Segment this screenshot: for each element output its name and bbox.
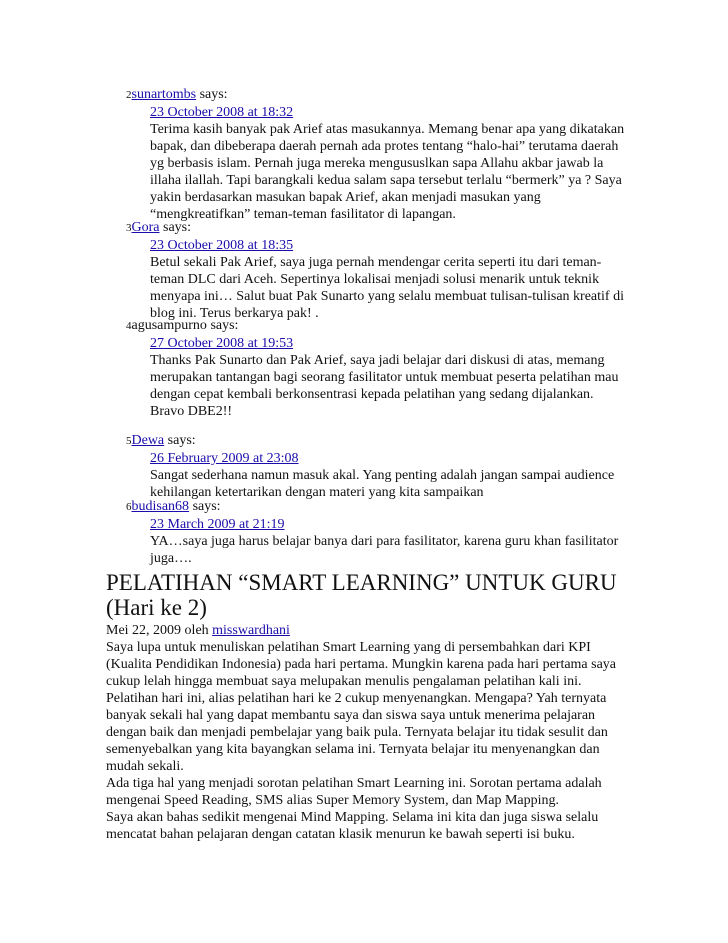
- comment-body: YA…saya juga harus belajar banya dari para fasilitator, karena guru khan fasilitator juga….: [150, 534, 619, 566]
- comment-date-link[interactable]: 23 March 2009 at 21:19: [150, 517, 285, 532]
- comment-says: says:: [192, 499, 221, 514]
- comment-body-extra: Bravo DBE2!!: [150, 404, 233, 419]
- comment-number: 3: [126, 222, 132, 234]
- post-byline: [106, 622, 626, 639]
- blog-post: [106, 570, 626, 843]
- comment-date-link[interactable]: 27 October 2008 at 19:53: [150, 336, 294, 351]
- comment-author-link[interactable]: sunartombs: [131, 87, 197, 102]
- comment-item: [126, 219, 626, 322]
- comment-date-link[interactable]: 26 February 2009 at 23:08: [150, 451, 299, 466]
- comment-number: 6: [126, 501, 132, 513]
- comment-item: [126, 317, 626, 420]
- post-author-link[interactable]: misswardhani: [212, 623, 290, 638]
- comment-body: Sangat sederhana namun masuk akal. Yang penting adalah jangan sampai audience kehilangan ketertarikan dengan materi yang kita sampaikan: [150, 468, 615, 500]
- comment-item: [126, 432, 626, 501]
- post-paragraph: Saya lupa untuk menuliskan pelatihan Smart Learning yang di persembahkan dari KPI (Kualita Pendidikan Indonesia) pada hari pertama. Mungkin karena pada hari pertama saya cukup lelah hingga membuat saya melupakan menulis pengalaman pelatihan kali ini.: [106, 640, 617, 689]
- post-paragraph: Pelatihan hari ini, alias pelatihan hari ke 2 cukup menyenangkan. Mengapa? Yah ternyata banyak sekali hal yang dapat membantu saya dan siswa saya untuk menerima pelajaran dengan baik dan menjadi pembelajar yang baik pula. Ternyata belajar itu tidak sesulit dan semenyebalkan yang kita bayangkan selama ini. Ternyata belajar itu menyenangkan dan mudah sekali.: [106, 691, 608, 774]
- comment-number: 4: [126, 320, 132, 332]
- comment-date-link[interactable]: 23 October 2008 at 18:35: [150, 238, 294, 253]
- comment-author: agusampurno: [131, 318, 207, 333]
- comment-body: Thanks Pak Sunarto dan Pak Arief, saya jadi belajar dari diskusi di atas, memang merupakan tantangan bagi seorang fasilitator untuk membuat peserta pelatihan mau dengan cepat kembali berkonsentrasi kepada pelatihan yang sedang dijalankan.: [150, 353, 619, 402]
- comment-date-link[interactable]: 23 October 2008 at 18:32: [150, 105, 294, 120]
- comment-author-link[interactable]: Gora: [131, 220, 160, 235]
- comment-body: Terima kasih banyak pak Arief atas masukannya. Memang benar apa yang dikatakan bapak, dan dibeberapa daerah pernah ada protes tentang “halo-hai” terutama daerah yg berbasis islam. Pernah juga mereka mengususlkan sapa Allahu akbar jawab la illaha ilallah. Tapi barangkali kedua salam sapa tersebut terlalu “bermerk” ya ? Saya yakin berdasarkan masukan bapak Arief, akan menjadi masukan yang “mengkreatifkan” teman-teman fasilitator di lapangan.: [150, 122, 625, 222]
- post-paragraph: Ada tiga hal yang menjadi sorotan pelatihan Smart Learning ini. Sorotan pertama adalah mengenai Speed Reading, SMS alias Super Memory System, dan Map Mapping.: [106, 776, 602, 808]
- post-paragraph: Saya akan bahas sedikit mengenai Mind Mapping. Selama ini kita dan juga siswa selalu mencatat bahan pelajaran dengan catatan klasik menurun ke bawah seperti isi buku.: [106, 810, 599, 842]
- comment-number: 5: [126, 435, 132, 447]
- comment-author-link[interactable]: Dewa: [131, 433, 165, 448]
- comment-says: says:: [167, 433, 196, 448]
- comment-number: 2: [126, 89, 132, 101]
- comment-says: says:: [163, 220, 191, 235]
- comment-says: says:: [210, 318, 239, 333]
- post-title: PELATIHAN “SMART LEARNING” UNTUK GURU (Hari ke 2): [106, 570, 617, 620]
- comment-item: [126, 86, 626, 223]
- comment-author-link[interactable]: budisan68: [131, 499, 190, 514]
- comment-says: says:: [199, 87, 228, 102]
- post-date: Mei 22, 2009 oleh: [106, 623, 209, 638]
- comment-body: Betul sekali Pak Arief, saya juga pernah mendengar cerita seperti itu dari teman-teman DLC dari Aceh. Sepertinya lokalisai menjadi solusi menarik untuk teknik menyapa ini… Salut buat Pak Sunarto yang selalu membuat tulisan-tulisan kreatif di blog ini. Terus berkarya pak! .: [150, 255, 624, 321]
- comment-item: [126, 498, 626, 567]
